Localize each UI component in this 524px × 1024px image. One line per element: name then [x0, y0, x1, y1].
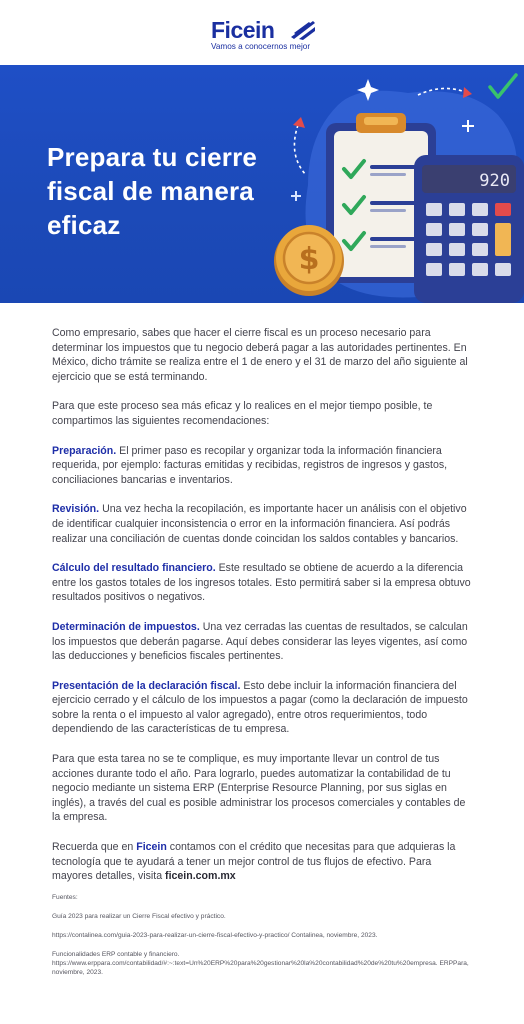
recommendation-text: Esto debe incluir la información financiera del ejercicio cerrado y el cálculo de los impuestos a pagar (como la declaración de impuesto sobre la renta o el impuesto al valor agregado), entre otros requerimientos, todo dependiendo de las características de tu empresa.	[52, 679, 468, 736]
hero-title: Prepara tu cierre fiscal de manera eficaz	[47, 142, 258, 240]
recommendation-item	[52, 620, 472, 664]
recommendation-title: Cálculo del resultado financiero.	[52, 562, 216, 575]
recommendation-item	[52, 679, 472, 737]
recommendation-text: Una vez hecha la recopilación, es importante hacer un análisis con el objetivo de identificar cualquier inconsistencia o error en la información financiera. Así podrás realizar una conciliación de cuentas donde coincidan los saldos contables y bancarios.	[52, 503, 467, 545]
recommendation-title: Determinación de impuestos.	[52, 620, 200, 633]
calculator-icon	[414, 155, 524, 303]
recommendation-title: Revisión.	[52, 503, 100, 516]
recommendation-title: Preparación.	[52, 444, 117, 457]
recommendation-item	[52, 561, 472, 605]
source-entry[interactable]: https://contalinea.com/guia-2023-para-realizar-un-cierre-fiscal-efectivo-y-practico/ Contalinea, noviembre, 2023.	[52, 932, 378, 939]
ficein-logo[interactable]	[211, 17, 321, 57]
logo-wordmark: Ficein	[211, 17, 275, 43]
logo-tagline: Vamos a conocernos mejor	[211, 42, 311, 51]
recommendation-text: Una vez cerradas las cuentas de resultados, se calculan los impuestos que deberán pagarse. Aquí debes considerar las leyes vigentes, así como las deducciones y beneficios fiscales pertinentes.	[52, 620, 468, 663]
article-body	[52, 326, 472, 899]
closing-paragraph: Para que esta tarea no se te complique, es muy importante llevar un control de tus acciones durante todo el año. Para lograrlo, puedes automatizar la contabilidad de tu negocio mediante un sistema ERP (Enterprise Resource Planning, por sus siglas en inglés), a través del cual es posible administrar los procesos comerciales y contables de la empresa.	[52, 753, 466, 824]
hero-illustration	[268, 65, 524, 303]
recommendation-item	[52, 444, 472, 488]
sparkle-icon-left	[291, 191, 301, 201]
cta-paragraph	[52, 840, 472, 884]
calculator-display: 920	[479, 171, 510, 191]
site-header	[0, 0, 524, 65]
recommendation-text: El primer paso es recopilar y organizar toda la información financiera requerida, por ejemplo: facturas emitidas y recibidas, registros de ingresos y gastos, conciliaciones bancarias e inventarios.	[52, 444, 448, 486]
svg-text:$: $	[298, 242, 320, 277]
recommendation-text: Este resultado se obtiene de acuerdo a la diferencia entre los gastos totales de los ingresos totales. Esto permitirá saber si la empresa obtuvo resultados positivos o negativos.	[52, 562, 471, 604]
lead-paragraph: Para que este proceso sea más eficaz y lo realices en el mejor tiempo posible, te compartimos las siguientes recomendaciones:	[52, 400, 433, 427]
check-decoration-icon	[490, 75, 516, 97]
cta-brand: Ficein	[136, 841, 167, 854]
logo-swoosh-icon	[290, 19, 316, 41]
dashed-arrow-left	[294, 125, 306, 175]
source-entry[interactable]: Funcionalidades ERP contable y financiero. https://www.erppara.com/contabilidad/#:~:text=Un%20ERP%20para%20gestionar%20la%20contabilidad%20de%20tu%20empresa. ERPPara, noviembre, 2023.	[52, 951, 469, 976]
sources-section	[52, 893, 472, 987]
hero-banner	[0, 65, 524, 303]
recommendation-item	[52, 502, 472, 546]
source-entry: Guía 2023 para realizar un Cierre Fiscal efectivo y práctico.	[52, 913, 226, 920]
cta-text-end: contamos con el crédito que necesitas para que adquieras la tecnología que te ayudará a tener un mejor control de tus flujos de efectivo. Para mayores detalles, visita	[52, 841, 456, 883]
intro-paragraph: Como empresario, sabes que hacer el cierre fiscal es un proceso necesario para determinar los impuestos que tu negocio deberá pagar a las autoridades pertinentes. En México, dicho trámite se realiza entre el 1 de enero y el 31 de marzo del año siguiente al ejercicio que se está terminando.	[52, 327, 468, 383]
recommendation-title: Presentación de la declaración fiscal.	[52, 679, 241, 692]
website-link[interactable]: ficein.com.mx	[165, 870, 236, 883]
sources-label: Fuentes:	[52, 894, 78, 901]
cta-text-start: Recuerda que en	[52, 841, 137, 854]
